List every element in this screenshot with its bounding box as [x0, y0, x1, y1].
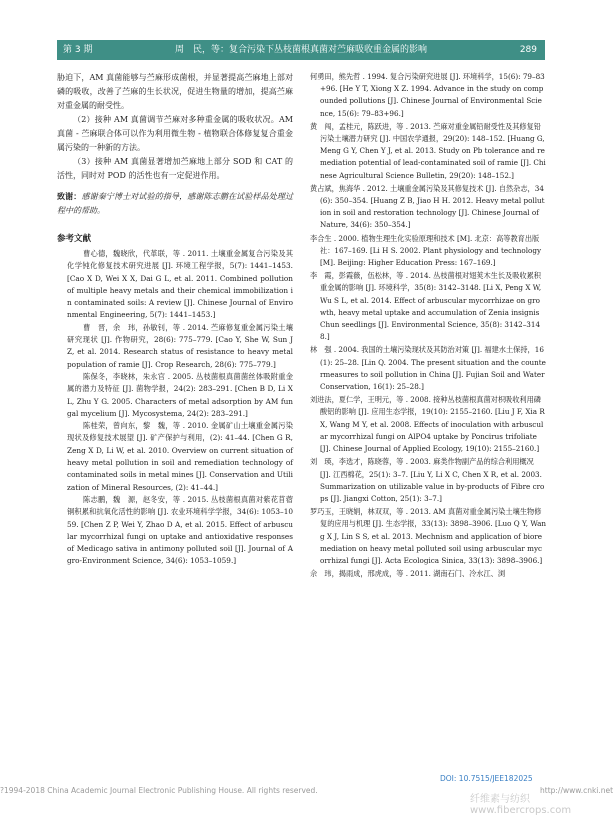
reference-item: 陈志鹏，魏 源，赵冬安，等 . 2015. 丛枝菌根真菌对紫花苜蓿铜积累和抗氧化活性的影响 [J]. 农业环境科学学报，34(6): 1053–1059. [Chen Z P, Wei Y, Zhao D A, et al. 2015. Effect of arbuscular mycorrhizal fungi on uptake and antioxidative responses of Medicago sativa in antimony polluted soil [J]. Journal of Agro-Environment Science, 34(6): 1053–1059.] [67, 494, 293, 566]
reference-item: 佘 玮，揭雨成，邢虎成，等 . 2011. 湖南石门、冷水江、浏 [310, 569, 506, 579]
reference-item: 何勇田，熊先哲 . 1994. 复合污染研究进展 [J]. 环境科学，15(6): 79–83+96. [He Y T, Xiong X Z. 1994. Advance in the study on compounded pollutions [J]. Chinese Journal of Environmental Science, 15(6): 79–83+96.] [310, 72, 545, 118]
copyright-notice: ?1994-2018 China Academic Journal Electronic Publishing House. All rights reserved. [0, 786, 318, 795]
conclusion-2: （2）接种 AM 真菌调节苎麻对多种重金属的吸收状况。AM 真菌 - 苎麻联合体可以作为利用微生物 - 植物联合体修复复合重金属污染的一种新的方法。 [57, 115, 293, 152]
ack-label: 致谢： [57, 191, 82, 201]
issue-label: 第 3 期 [63, 45, 93, 55]
conclusion-3: （3）接种 AM 真菌显著增加苎麻地上部分 SOD 和 CAT 的活性，同时对 POD 的活性也有一定促进作用。 [57, 157, 293, 180]
paragraph-continuation: 胁迫下，AM 真菌能够与苎麻形成菌根，并显著提高苎麻地上部对磷的吸收，改善了苎麻的生长状况，促进生物量的增加，提高苎麻对重金属的耐受性。 [57, 73, 293, 110]
reference-item: 黄占斌，焦海华 . 2012. 土壤重金属污染及其修复技术 [J]. 自然杂志，34(6): 350–354. [Huang Z B, Jiao H H. 2012. Heavy metal pollution in soil and restoration technology [J]. Chinese Journal of Nature, 34(6): 350–354.] [310, 183, 545, 230]
reference-item: 李 霞，彭霞薇，伍松林，等 . 2014. 丛枝菌根对翅荚木生长及吸收累积重金属的影响 [J]. 环境科学，35(8): 3142–3148. [Li X, Peng X W, Wu S L, et al. 2014. Effect of arbuscular mycorrhizae on growth, heavy metal uptake and accumulation of Zenia insignis Chun seedlings [J]. Environmental Science, 35(8): 3142–3148.] [310, 271, 542, 342]
right-column [310, 71, 546, 581]
website-link[interactable]: http://www.cnki.net [540, 786, 613, 795]
reference-item: 陈桂荣，曾向东，黎 魏，等 . 2010. 金属矿山土壤重金属污染现状及修复技术展望 [J]. 矿产保护与利用，(2): 41–44. [Chen G R, Zeng X D, Li W, et al. 2010. Overview on current situation of heavy metal pollution in soil and remediation technology of contaminated soils in metal mines [J]. Conservation and Utilization of Mineral Resources, (2): 41–44.] [67, 421, 293, 492]
ack-text: 感谢秦宁博士对试验的指导，感谢陈志鹏在试验样品处理过程中的帮助。 [57, 192, 294, 215]
reference-item: 刘进法，夏仁学，王明元，等 . 2008. 接种丛枝菌根真菌对枳吸收利用磷酸铝的影响 [J]. 应用生态学报，19(10): 2155–2160. [Liu J F, Xia R X, Wang M Y, et al. 2008. Effects of inoculation with arbuscular mycorrhizal fungi on AlPO4 uptake by Poncirus trifoliate [J]. Chinese Journal of Applied Ecology, 19(10): 2155–2160.] [310, 395, 545, 454]
reference-item: 罗巧玉，王晓娟，林双双，等 . 2013. AM 真菌对重金属污染土壤生物修复的应用与机理 [J]. 生态学报，33(13): 3898–3906. [Luo Q Y, Wang X J, Lin S S, et al. 2013. Mechnism and application of bioremediation on heavy metal polluted soil using arbuscular mycorrhizal fungi [J]. Acta Ecologica Sinica, 33(13): 3898–3906.] [310, 507, 547, 565]
reference-item: 曹 晋，余 玮，孙敏钊，等 . 2014. 苎麻修复重金属污染土壤研究现状 [J]. 作物研究，28(6): 775–779. [Cao Y, She W, Sun J Z, et al. 2014. Research status of resistance to heavy metal population of ramie [J]. Crop Research, 28(6): 775–779.] [67, 322, 293, 369]
left-column [57, 71, 293, 568]
acknowledgement [57, 189, 293, 218]
running-header [57, 40, 545, 60]
reference-item: 林 强 . 2004. 我国的土壤污染现状及其防治对策 [J]. 福建水土保持，16(1): 25–28. [Lin Q. 2004. The present situation and the countermeasures to soil pollution in China [J]. Fujian Soil and Water Conservation, 16(1): 25–28.] [310, 345, 546, 392]
reference-item: 曹心德，魏晓欣，代革联，等 . 2011. 土壤重金属复合污染及其化学钝化修复技术研究进展 [J]. 环境工程学报，5(7): 1441–1453. [Cao X D, Wei X X, Dai G L, et al. 2011. Combined pollution of multiple heavy metals and their chemical immobilization in contaminated soils: A review [J]. Chinese Journal of Environmental Engineering, 5(7): 1441–1453.] [67, 249, 293, 320]
reference-item: 刘 瑛，李选才，陈晓蓉，等 . 2003. 麻类作物副产品的综合利用概况 [J]. 江西棉花，25(1): 3–7. [Liu Y, Li X C, Chen X R, et al. 2003. Summarization on utilizable value in by-products of Fibre crops [J]. Jiangxi Cotton, 25(1): 3–7.] [310, 457, 545, 503]
doi-link[interactable]: DOI: 10.7515/JEE182025 [440, 774, 533, 783]
watermark: 纤维素与纺织 www.fibercrops.com [470, 794, 572, 816]
page-number: 289 [519, 45, 537, 55]
reference-item: 黄 闯，孟桂元，陈跃进，等 . 2013. 苎麻对重金属铅耐受性及其修复铅污染土壤潜力研究 [J]. 中国农学通报，29(20): 148–152. [Huang G, Meng G Y, Chen Y J, et al. 2013. Study on Pb tolerance and remediation potential of lead-contaminated soil of ramie [J]. Chinese Agricultural Science Bulletin, 29(20): 148–152.] [310, 121, 546, 180]
reference-item: 陈保冬，李晓林，朱永官 . 2005. 丛枝菌根真菌菌丝体吸附重金属的潜力及特征 [J]. 菌物学报，24(2): 283–291. [Chen B D, Li X L, Zhu Y G. 2005. Characters of metal adsorption by AM fungal mycelium [J]. Mycosystema, 24(2): 283–291.] [67, 371, 293, 418]
reference-item: 李合生 . 2000. 植物生理生化实验原理和技术 [M]. 北京：高等教育出版社：167–169. [Li H S. 2002. Plant physiology and technology [M]. Beijing: Higher Education Press: 167–169.] [310, 233, 542, 268]
references-heading: 参考文献 [57, 234, 92, 244]
running-title: 周 民，等：复合污染下丛枝菌根真菌对苎麻吸收重金属的影响 [174, 45, 427, 55]
